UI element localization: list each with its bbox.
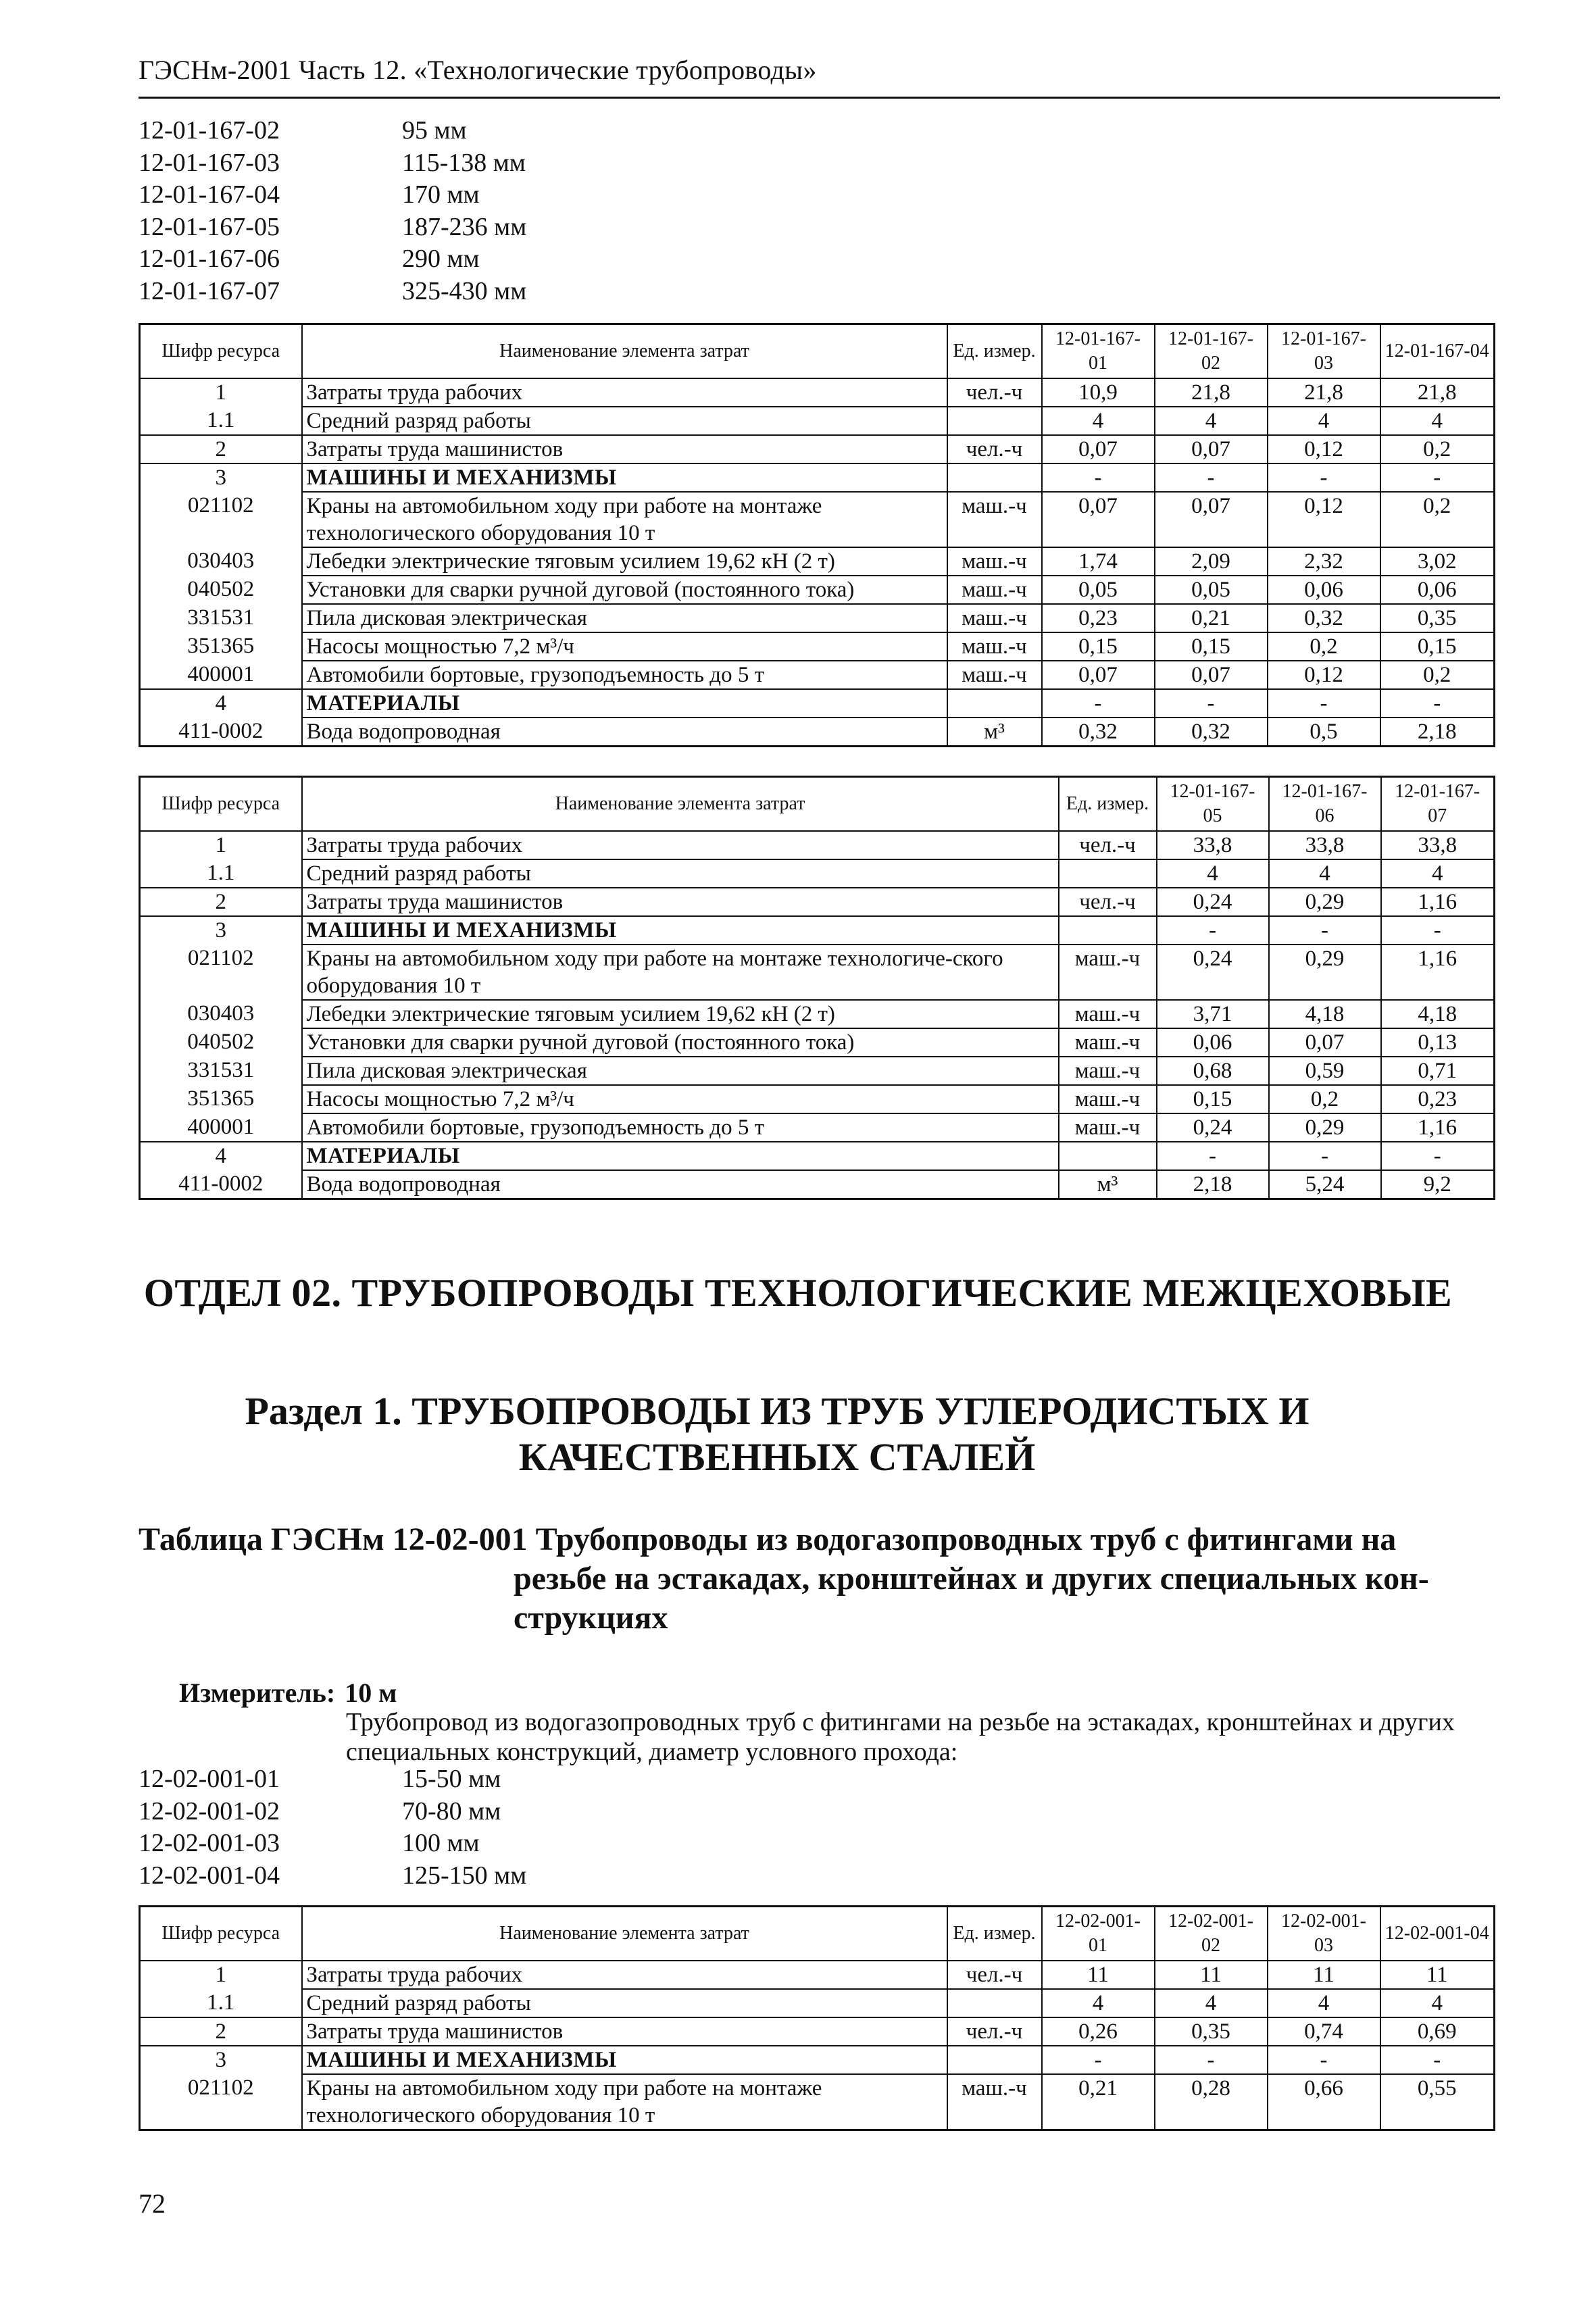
resource-unit: маш.-ч <box>1059 1057 1157 1085</box>
norm-value: - <box>1155 2046 1268 2074</box>
resource-code: 021102 <box>140 492 302 547</box>
list-dim: 290 мм <box>402 245 480 273</box>
norm-value: - <box>1157 916 1269 945</box>
resource-name: Затраты труда машинистов <box>302 2017 947 2046</box>
norm-value: 0,29 <box>1269 945 1381 1000</box>
resource-unit: чел.-ч <box>1059 888 1157 916</box>
resource-code: 3 <box>140 463 302 492</box>
resource-name: Краны на автомобильном ходу при работе на монтаже технологиче-ского оборудования 10 т <box>302 945 1059 1000</box>
norm-value: 0,15 <box>1157 1085 1269 1113</box>
resource-code: 3 <box>140 916 302 945</box>
norm-value: - <box>1042 2046 1155 2074</box>
resource-code: 040502 <box>140 576 302 604</box>
norm-value: - <box>1380 689 1495 718</box>
list-item <box>139 276 526 308</box>
norm-value: 0,05 <box>1042 576 1155 604</box>
meter-label: Измеритель: <box>179 1678 336 1708</box>
resource-unit: маш.-ч <box>947 2074 1042 2130</box>
norm-value: 0,15 <box>1042 632 1155 661</box>
resource-code: 2 <box>140 888 302 916</box>
resource-unit <box>947 463 1042 492</box>
norm-value: 0,12 <box>1268 435 1380 463</box>
list-item <box>139 115 526 147</box>
resource-unit: чел.-ч <box>1059 831 1157 859</box>
norm-value: 0,07 <box>1042 435 1155 463</box>
list-code: 12-01-167-03 <box>139 148 280 177</box>
norm-value: 4 <box>1268 407 1380 435</box>
table-row <box>140 547 1495 576</box>
col-header-norm: 12-02-001-02 <box>1155 1907 1268 1961</box>
list-dim: 70-80 мм <box>402 1796 501 1826</box>
norm-value: 4 <box>1157 859 1269 888</box>
col-header-norm: 12-01-167-07 <box>1381 777 1495 831</box>
norm-value: 0,71 <box>1381 1057 1495 1085</box>
resource-name: Насосы мощностью 7,2 м³/ч <box>302 1085 1059 1113</box>
resource-code: 4 <box>140 1142 302 1170</box>
resource-code: 040502 <box>140 1028 302 1057</box>
list-code: 12-01-167-04 <box>139 180 280 209</box>
norm-value: 1,16 <box>1381 888 1495 916</box>
resource-code: 411-0002 <box>140 718 302 747</box>
norm-value: 0,12 <box>1268 661 1380 689</box>
col-header-norm: 12-01-167-05 <box>1157 777 1269 831</box>
list-dim: 187-236 мм <box>402 212 527 241</box>
resource-code: 3 <box>140 2046 302 2074</box>
norm-value: 21,8 <box>1268 378 1380 407</box>
norm-value: - <box>1380 2046 1495 2074</box>
running-header: ГЭСНм-2001 Часть 12. «Технологические трубопроводы» <box>139 55 817 85</box>
norm-value: 0,07 <box>1042 661 1155 689</box>
resource-table-1 <box>139 323 1495 747</box>
norm-value: 0,2 <box>1380 661 1495 689</box>
description: Трубопровод из водогазопроводных труб с фитингами на резьбе на эстакадах, кронштейнах и других специальных конструкций, диаметр условного прохода: <box>346 1708 1455 1766</box>
col-header-code: Шифр ресурса <box>140 1907 302 1961</box>
col-header-name: Наименование элемента затрат <box>302 1907 947 1961</box>
col-header-unit: Ед. измер. <box>1059 777 1157 831</box>
resource-unit: маш.-ч <box>1059 1085 1157 1113</box>
resource-code: 411-0002 <box>140 1170 302 1199</box>
resource-name: Затраты труда машинистов <box>302 888 1059 916</box>
norm-value: 0,07 <box>1042 492 1155 547</box>
resource-unit: чел.-ч <box>947 435 1042 463</box>
norm-value: 0,35 <box>1155 2017 1268 2046</box>
list-item <box>139 1828 526 1860</box>
norm-value: 33,8 <box>1381 831 1495 859</box>
resource-unit: маш.-ч <box>947 661 1042 689</box>
list-code: 12-01-167-02 <box>139 116 280 145</box>
norm-value: 33,8 <box>1157 831 1269 859</box>
norm-value: 0,32 <box>1155 718 1268 747</box>
resource-name: Затраты труда машинистов <box>302 435 947 463</box>
table-row <box>140 1057 1495 1085</box>
list-code: 12-02-001-01 <box>139 1765 280 1793</box>
norm-value: 0,66 <box>1268 2074 1380 2130</box>
norm-value: 0,06 <box>1157 1028 1269 1057</box>
meter-value: 10 м <box>345 1678 397 1708</box>
section-title: Раздел 1. ТРУБОПРОВОДЫ ИЗ ТРУБ УГЛЕРОДИСТЫХ И КАЧЕСТВЕННЫХ СТАЛЕЙ <box>245 1389 1310 1479</box>
norm-value: 0,5 <box>1268 718 1380 747</box>
resource-code: 021102 <box>140 2074 302 2130</box>
norm-value: 9,2 <box>1381 1170 1495 1199</box>
resource-name: Насосы мощностью 7,2 м³/ч <box>302 632 947 661</box>
norm-value: 2,09 <box>1155 547 1268 576</box>
table-row <box>140 378 1495 407</box>
table-row <box>140 859 1495 888</box>
table-row <box>140 718 1495 747</box>
norm-value: 0,07 <box>1155 492 1268 547</box>
norm-value: - <box>1380 463 1495 492</box>
norm-value: 0,29 <box>1269 888 1381 916</box>
list-dim: 125-150 мм <box>402 1861 527 1890</box>
resource-code: 400001 <box>140 1113 302 1142</box>
col-header-code: Шифр ресурса <box>140 777 302 831</box>
resource-code: 2 <box>140 2017 302 2046</box>
resource-name: Затраты труда рабочих <box>302 831 1059 859</box>
norm-value: 3,71 <box>1157 1000 1269 1028</box>
table-row <box>140 2017 1495 2046</box>
norm-value: 0,69 <box>1380 2017 1495 2046</box>
resource-code: 030403 <box>140 547 302 576</box>
norm-value: 2,32 <box>1268 547 1380 576</box>
resource-name: МАШИНЫ И МЕХАНИЗМЫ <box>302 2046 947 2074</box>
list-code: 12-02-001-02 <box>139 1796 280 1826</box>
resource-table-3 <box>139 1905 1495 2131</box>
norm-value: 0,26 <box>1042 2017 1155 2046</box>
norm-value: 1,16 <box>1381 1113 1495 1142</box>
norm-value: 2,18 <box>1380 718 1495 747</box>
col-header-norm: 12-01-167-06 <box>1269 777 1381 831</box>
norm-value: - <box>1381 916 1495 945</box>
norm-value: - <box>1269 916 1381 945</box>
table-row <box>140 1989 1495 2017</box>
norm-value: 1,16 <box>1381 945 1495 1000</box>
list-code: 12-01-167-05 <box>139 212 280 241</box>
list-code: 12-01-167-06 <box>139 245 280 273</box>
resource-unit: маш.-ч <box>1059 1000 1157 1028</box>
norm-value: 0,55 <box>1380 2074 1495 2130</box>
resource-code: 351365 <box>140 1085 302 1113</box>
resource-name: МАТЕРИАЛЫ <box>302 1142 1059 1170</box>
col-header-name: Наименование элемента затрат <box>302 777 1059 831</box>
col-header-norm: 12-01-167-03 <box>1268 324 1380 378</box>
norm-value: - <box>1155 689 1268 718</box>
list-dim: 15-50 мм <box>402 1765 501 1793</box>
resource-name: Затраты труда рабочих <box>302 378 947 407</box>
table-title-line: струкциях <box>514 1600 668 1636</box>
norm-value: 0,29 <box>1269 1113 1381 1142</box>
table-row <box>140 1142 1495 1170</box>
norm-value: 0,05 <box>1155 576 1268 604</box>
resource-unit: маш.-ч <box>1059 1028 1157 1057</box>
resource-unit <box>947 407 1042 435</box>
table-row <box>140 1961 1495 1989</box>
col-header-norm: 12-02-001-03 <box>1268 1907 1380 1961</box>
norm-value: 4 <box>1268 1989 1380 2017</box>
norm-value: 0,21 <box>1155 604 1268 632</box>
table-row <box>140 888 1495 916</box>
norm-value: 11 <box>1042 1961 1155 1989</box>
norm-value: 21,8 <box>1380 378 1495 407</box>
norm-value: 0,68 <box>1157 1057 1269 1085</box>
resource-name: МАШИНЫ И МЕХАНИЗМЫ <box>302 463 947 492</box>
table-row <box>140 831 1495 859</box>
norm-value: 0,24 <box>1157 888 1269 916</box>
table-row <box>140 1113 1495 1142</box>
norm-value: 0,2 <box>1380 492 1495 547</box>
resource-name: Краны на автомобильном ходу при работе на монтаже технологического оборудования 10 т <box>302 492 947 547</box>
list-item <box>139 1860 526 1892</box>
resource-name: Вода водопроводная <box>302 1170 1059 1199</box>
resource-unit: м³ <box>947 718 1042 747</box>
norm-value: 0,2 <box>1269 1085 1381 1113</box>
col-header-name: Наименование элемента затрат <box>302 324 947 378</box>
resource-name: Лебедки электрические тяговым усилием 19,62 кН (2 т) <box>302 1000 1059 1028</box>
resource-code: 030403 <box>140 1000 302 1028</box>
norm-value: 5,24 <box>1269 1170 1381 1199</box>
norm-value: - <box>1155 463 1268 492</box>
norm-value: 0,15 <box>1380 632 1495 661</box>
norm-value: - <box>1268 2046 1380 2074</box>
table-row <box>140 1000 1495 1028</box>
table-row <box>140 2046 1495 2074</box>
norm-value: 4 <box>1380 407 1495 435</box>
resource-unit: маш.-ч <box>1059 1113 1157 1142</box>
list-item <box>139 147 526 180</box>
resource-unit: чел.-ч <box>947 378 1042 407</box>
resource-unit: маш.-ч <box>947 576 1042 604</box>
norm-value: 0,28 <box>1155 2074 1268 2130</box>
resource-code: 351365 <box>140 632 302 661</box>
table-row <box>140 576 1495 604</box>
resource-unit: маш.-ч <box>947 632 1042 661</box>
resource-unit <box>1059 859 1157 888</box>
norm-value: 0,07 <box>1155 435 1268 463</box>
norm-value: 0,07 <box>1269 1028 1381 1057</box>
col-header-norm: 12-02-001-01 <box>1042 1907 1155 1961</box>
resource-unit: м³ <box>1059 1170 1157 1199</box>
norm-value: 0,24 <box>1157 945 1269 1000</box>
norm-value: 0,07 <box>1155 661 1268 689</box>
table-row <box>140 1028 1495 1057</box>
col-header-norm: 12-01-167-02 <box>1155 324 1268 378</box>
list-dim: 100 мм <box>402 1829 480 1857</box>
code-list-001 <box>139 1763 526 1892</box>
norm-value: 4 <box>1042 1989 1155 2017</box>
list-code: 12-02-001-03 <box>139 1829 280 1857</box>
norm-value: 0,12 <box>1268 492 1380 547</box>
resource-unit: маш.-ч <box>947 604 1042 632</box>
col-header-unit: Ед. измер. <box>947 324 1042 378</box>
table-row <box>140 689 1495 718</box>
norm-value: 0,32 <box>1268 604 1380 632</box>
resource-unit: маш.-ч <box>947 492 1042 547</box>
norm-value: 4 <box>1042 407 1155 435</box>
norm-value: 21,8 <box>1155 378 1268 407</box>
col-header-unit: Ед. измер. <box>947 1907 1042 1961</box>
resource-code: 331531 <box>140 1057 302 1085</box>
resource-name: Лебедки электрические тяговым усилием 19,62 кН (2 т) <box>302 547 947 576</box>
col-header-norm: 12-02-001-04 <box>1380 1907 1495 1961</box>
resource-name: Пила дисковая электрическая <box>302 604 947 632</box>
norm-value: 11 <box>1268 1961 1380 1989</box>
norm-value: 4 <box>1155 407 1268 435</box>
resource-name: Автомобили бортовые, грузоподъемность до 5 т <box>302 1113 1059 1142</box>
norm-value: 11 <box>1380 1961 1495 1989</box>
list-code: 12-02-001-04 <box>139 1861 280 1890</box>
table-title-line: резьбе на эстакадах, кронштейнах и других специальных кон- <box>514 1561 1429 1596</box>
norm-value: 0,74 <box>1268 2017 1380 2046</box>
resource-code: 2 <box>140 435 302 463</box>
norm-value: 4 <box>1269 859 1381 888</box>
norm-value: 0,23 <box>1042 604 1155 632</box>
table-title <box>139 1520 1500 1638</box>
resource-code: 1.1 <box>140 1989 302 2017</box>
code-list-167 <box>139 115 526 307</box>
resource-unit <box>1059 916 1157 945</box>
norm-value: 4 <box>1381 859 1495 888</box>
table-row <box>140 632 1495 661</box>
resource-table-2 <box>139 776 1495 1200</box>
norm-value: 0,15 <box>1155 632 1268 661</box>
table-row <box>140 916 1495 945</box>
resource-name: Вода водопроводная <box>302 718 947 747</box>
norm-value: 0,59 <box>1269 1057 1381 1085</box>
header-rule <box>139 97 1500 99</box>
resource-name: МАШИНЫ И МЕХАНИЗМЫ <box>302 916 1059 945</box>
norm-value: - <box>1269 1142 1381 1170</box>
list-dim: 170 мм <box>402 180 480 209</box>
resource-name: Краны на автомобильном ходу при работе на монтаже технологического оборудования 10 т <box>302 2074 947 2130</box>
norm-value: 0,2 <box>1380 435 1495 463</box>
resource-name: Средний разряд работы <box>302 859 1059 888</box>
norm-value: 0,2 <box>1268 632 1380 661</box>
norm-value: 2,18 <box>1157 1170 1269 1199</box>
resource-code: 331531 <box>140 604 302 632</box>
norm-value: 0,32 <box>1042 718 1155 747</box>
resource-code: 1.1 <box>140 859 302 888</box>
list-dim: 325-430 мм <box>402 276 527 305</box>
norm-value: 4 <box>1155 1989 1268 2017</box>
table-row <box>140 492 1495 547</box>
resource-code: 1 <box>140 1961 302 1989</box>
list-item <box>139 179 526 211</box>
resource-code: 1.1 <box>140 407 302 435</box>
resource-code: 400001 <box>140 661 302 689</box>
meter <box>179 1677 397 1709</box>
resource-unit <box>947 689 1042 718</box>
page-number: 72 <box>139 2188 166 2219</box>
norm-value: - <box>1268 689 1380 718</box>
norm-value: 0,21 <box>1042 2074 1155 2130</box>
norm-value: 0,13 <box>1381 1028 1495 1057</box>
list-dim: 115-138 мм <box>402 148 526 177</box>
table-row <box>140 1170 1495 1199</box>
norm-value: - <box>1042 689 1155 718</box>
norm-value: 0,06 <box>1380 576 1495 604</box>
norm-value: 4 <box>1380 1989 1495 2017</box>
resource-name: Затраты труда рабочих <box>302 1961 947 1989</box>
list-item <box>139 1796 526 1828</box>
list-code: 12-01-167-07 <box>139 276 280 305</box>
resource-name: Средний разряд работы <box>302 1989 947 2017</box>
norm-value: 33,8 <box>1269 831 1381 859</box>
norm-value: 4,18 <box>1381 1000 1495 1028</box>
resource-unit <box>1059 1142 1157 1170</box>
table-row <box>140 945 1495 1000</box>
norm-value: 11 <box>1155 1961 1268 1989</box>
norm-value: - <box>1381 1142 1495 1170</box>
norm-value: 0,24 <box>1157 1113 1269 1142</box>
resource-unit: чел.-ч <box>947 1961 1042 1989</box>
norm-value: - <box>1268 463 1380 492</box>
resource-name: Автомобили бортовые, грузоподъемность до 5 т <box>302 661 947 689</box>
table-row <box>140 463 1495 492</box>
resource-unit: чел.-ч <box>947 2017 1042 2046</box>
table-row <box>140 661 1495 689</box>
table-title-line: Таблица ГЭСНм 12-02-001 Трубопроводы из водогазопроводных труб с фитингами на <box>139 1521 1397 1557</box>
col-header-code: Шифр ресурса <box>140 324 302 378</box>
resource-unit: маш.-ч <box>947 547 1042 576</box>
resource-unit <box>947 2046 1042 2074</box>
col-header-norm: 12-01-167-01 <box>1042 324 1155 378</box>
norm-value: 1,74 <box>1042 547 1155 576</box>
norm-value: 3,02 <box>1380 547 1495 576</box>
col-header-norm: 12-01-167-04 <box>1380 324 1495 378</box>
table-row <box>140 1085 1495 1113</box>
list-item <box>139 211 526 244</box>
norm-value: 4,18 <box>1269 1000 1381 1028</box>
norm-value: 0,23 <box>1381 1085 1495 1113</box>
resource-name: Установки для сварки ручной дуговой (постоянного тока) <box>302 1028 1059 1057</box>
norm-value: 0,35 <box>1380 604 1495 632</box>
list-item <box>139 243 526 276</box>
table-row <box>140 435 1495 463</box>
list-item <box>139 1763 526 1796</box>
list-dim: 95 мм <box>402 116 467 145</box>
resource-name: Пила дисковая электрическая <box>302 1057 1059 1085</box>
norm-value: - <box>1157 1142 1269 1170</box>
department-title: ОТДЕЛ 02. ТРУБОПРОВОДЫ ТЕХНОЛОГИЧЕСКИЕ МЕЖЦЕХОВЫЕ <box>143 1271 1453 1315</box>
norm-value: 10,9 <box>1042 378 1155 407</box>
resource-unit: маш.-ч <box>1059 945 1157 1000</box>
table-row <box>140 407 1495 435</box>
resource-name: Установки для сварки ручной дуговой (постоянного тока) <box>302 576 947 604</box>
norm-value: 0,06 <box>1268 576 1380 604</box>
resource-code: 021102 <box>140 945 302 1000</box>
table-row <box>140 2074 1495 2130</box>
resource-code: 1 <box>140 378 302 407</box>
resource-unit <box>947 1989 1042 2017</box>
resource-code: 1 <box>140 831 302 859</box>
resource-code: 4 <box>140 689 302 718</box>
resource-name: Средний разряд работы <box>302 407 947 435</box>
table-row <box>140 604 1495 632</box>
resource-name: МАТЕРИАЛЫ <box>302 689 947 718</box>
norm-value: - <box>1042 463 1155 492</box>
